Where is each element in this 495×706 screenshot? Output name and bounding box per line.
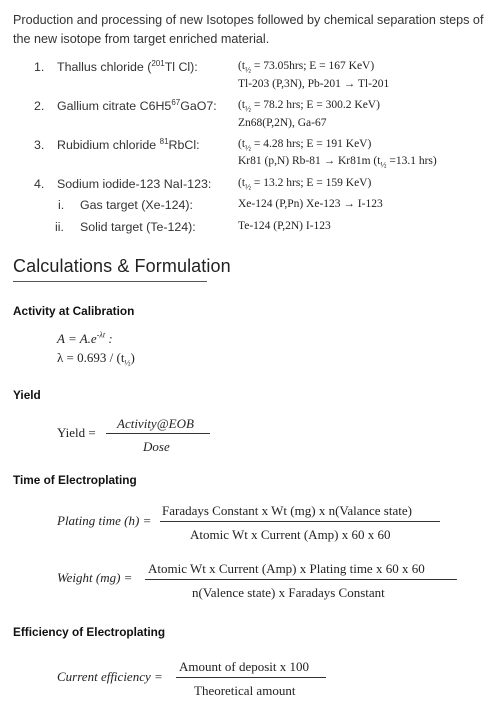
list-number: 1.	[34, 60, 45, 74]
plating-lhs: Plating time (h) =	[57, 513, 152, 528]
plating-fraction-bar	[160, 521, 440, 522]
isotope-name: Rubidium chloride $^{81}$RbCl:	[57, 136, 200, 152]
activity-equation: $A = A.e^{-\lambda t}$ :	[57, 330, 113, 346]
weight-lhs: Weight (mg) =	[57, 570, 133, 585]
plating-denominator: Atomic Wt x Current (Amp) x 60 x 60	[190, 527, 391, 542]
isotope-halflife: ($t_{\frac{1}{2}} = 13.2$ hrs; E = 159 KeV)	[238, 177, 372, 192]
subitem-reaction: Te-124 (P,2N) I-123	[238, 220, 331, 232]
lambda-equation: $\lambda = 0.693 / (t_{\frac{1}{2}})$	[57, 350, 135, 368]
subitem-label: Gas target (Xe-124):	[80, 198, 193, 212]
list-number: 3.	[34, 138, 45, 152]
weight-fraction-bar	[145, 579, 457, 580]
yield-denominator: Dose	[143, 439, 170, 454]
yield-fraction-bar	[106, 433, 210, 434]
isotope-reaction: Tl-203 (P,3N), Pb-201 → Tl-201	[238, 78, 390, 90]
efficiency-lhs: Current efficiency =	[57, 669, 163, 684]
sublist-number: ii.	[55, 220, 64, 234]
sublist-number: i.	[58, 198, 65, 212]
subitem-reaction: Xe-124 (P,Pn) Xe-123 → I-123	[238, 198, 383, 210]
efficiency-heading: Efficiency of Electroplating	[13, 625, 166, 639]
weight-denominator: n(Valence state) x Faradays Constant	[192, 585, 385, 600]
section-title: Calculations & Formulation	[13, 256, 231, 276]
intro-paragraph: Production and processing of new Isotopes followed by chemical separation steps of the new isotope from target enriched material.	[13, 13, 484, 46]
isotope-name: Gallium citrate $C6H5^{67}GaO7$:	[57, 97, 217, 113]
plating-heading: Time of Electroplating	[13, 473, 137, 487]
list-number: 2.	[34, 99, 45, 113]
list-number: 4.	[34, 177, 45, 191]
yield-numerator: Activity@EOB	[117, 416, 194, 431]
isotope-halflife: ($t_{\frac{1}{2}} = 4.28$ hrs; E = 191 KeV)	[238, 138, 372, 153]
efficiency-fraction-bar	[176, 677, 326, 678]
efficiency-denominator: Theoretical amount	[194, 683, 296, 698]
plating-numerator: Faradays Constant x Wt (mg) x n(Valance state)	[162, 503, 412, 518]
isotope-name: Sodium iodide-123 NaI-123:	[57, 177, 212, 191]
activity-heading: Activity at Calibration	[13, 304, 135, 318]
efficiency-numerator: Amount of deposit x 100	[179, 659, 309, 674]
yield-lhs: Yield =	[57, 425, 96, 440]
isotope-name: Thallus chloride ($^{201}$Tl Cl):	[57, 58, 198, 74]
subitem-label: Solid target (Te-124):	[80, 220, 196, 234]
isotope-halflife: ($t_{\frac{1}{2}} = 78.2$ hrs; E = 300.2 KeV)	[238, 99, 380, 114]
isotope-reaction: Kr81 (p,N) Rb-81 → Kr81m ($t_{\frac{1}{2}} =13.1$ hrs)	[238, 155, 437, 170]
section-underline	[13, 281, 207, 282]
isotope-reaction: Zn68(P,2N), Ga-67	[238, 117, 327, 129]
weight-numerator: Atomic Wt x Current (Amp) x Plating time x 60 x 60	[148, 561, 425, 576]
isotope-halflife: ($t_{\frac{1}{2}} = 73.05hrs$; E = 167 KeV)	[238, 60, 375, 75]
yield-heading: Yield	[13, 388, 41, 402]
